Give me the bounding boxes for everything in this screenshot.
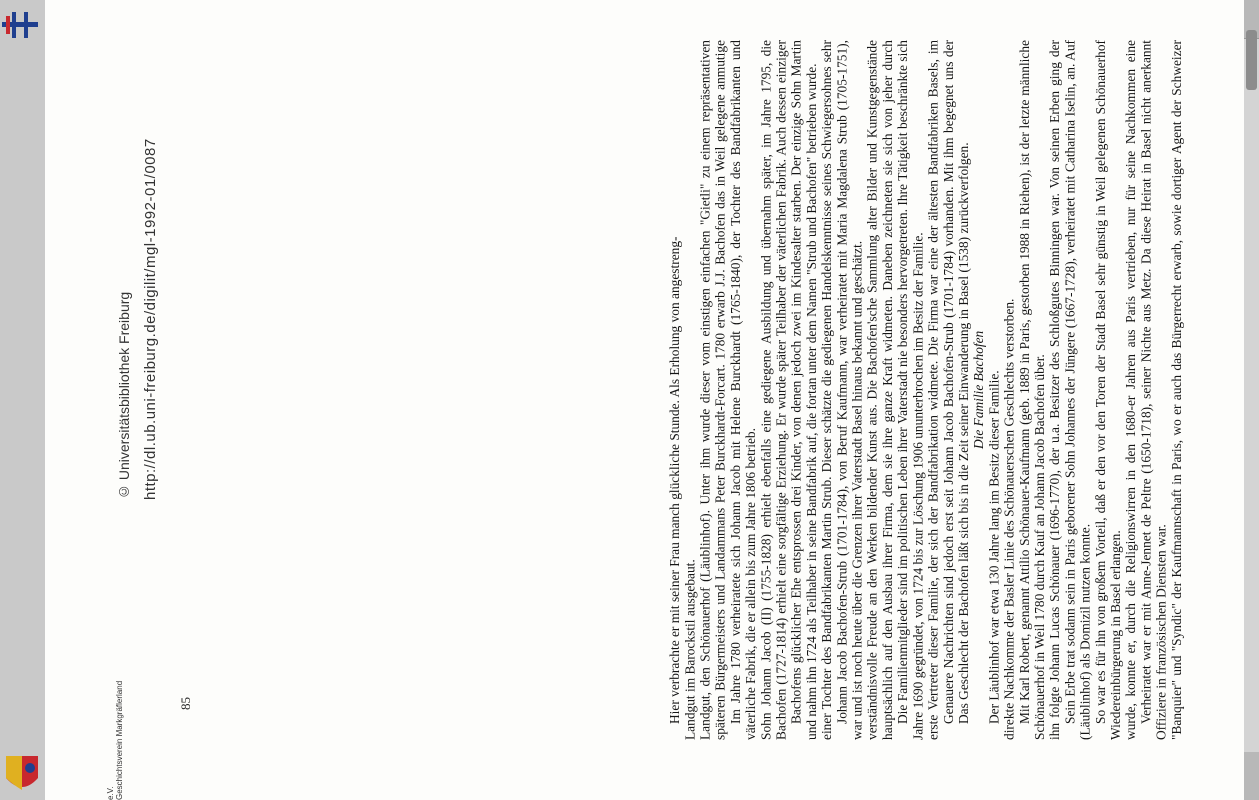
paragraph: So war es für ihn von großem Vorteil, daß er den vor den Toren der Stadt Basel sehr günstig in Weil gelegenen Schönauerhof (Läublinhof) als Domizil nutzen konnte. xyxy=(1077,40,1108,740)
paragraph: Das Geschlecht der Bachofen läßt sich bis in die Zeit seiner Einwanderung in Basel (1538) zurückverfolgen. xyxy=(955,142,971,724)
paragraph: Verheiratet war er mit Anne-Jennet de Peltre (1650-1718), seiner Nichte aus Metz. Da diese Heirat in Basel nicht anerkannt wurde, konnte er, durch die Religionswirren in den 1680-er Jahren aus Paris vertrieben, nur für seine Nachkommen eine Wiedereinbürgerung in Basel erlangen. xyxy=(1107,40,1154,740)
paragraph: Johann Jacob Bachofen-Strub (1701-1784), von Beruf Kaufmann, war verheiratet mit Maria Magdalena Strub (1705-1751), einer Tochter des Bandfabrikanten Martin Strub. Dieser schätzte die gediegenen Handelskenntnisse seines Schwiegersohnes sehr und nahm ihn 1724 als Teilhaber in seine Bandfabrik auf, die fortan unter dem Namen "Strub und Bachofen" betrieben wurde. xyxy=(803,40,850,740)
paragraph: Im Jahre 1780 verheiratete sich Johann Jacob mit Helene Burckhardt (1765-1840), der Tochter des Bandfabrikanten und späteren Bürgermeisters und Landammans Peter Burckhardt-Forcart. 1780 erwarb J.J. Bachofen das in Weil gelegene anmutige Landgut, den Schönauerhof (Läublinhof). Unter ihm wurde dieser vom einstigen einfachen "Gietli" zu einem repräsentativen Landgut im Barockstil ausgebaut. xyxy=(682,40,743,740)
copyright-notice: © Universitätsbibliothek Freiburg xyxy=(116,291,132,500)
paragraph: Mit Karl Robert, genannt Attilio Schönauer-Kaufmann (geb. 1889 in Paris, gestorben 1988 in Riehen), ist der letzte männliche direkte Nachkomme der Basler Linie des Schönauerschen Geschlechts verstorben. xyxy=(1001,40,1032,740)
paragraph: Hier verbrachte er mit seiner Frau manch glückliche Stunde. Als Erholung von angestreng- xyxy=(667,236,683,724)
library-logo-icon xyxy=(2,8,38,44)
paragraph: Genauere Nachrichten sind jedoch erst seit Johann Jacob Bachofen-Strub (1701-1784) vorhanden. Mit ihm begegnet uns der erste Vertreter dieser Familie, der sich der Bandfabrikation widmete. Die Firma war eine der ältesten Bandfabriken Basels, im Jahre 1690 gegründet, von 1724 bis zur Löschung 1906 ununterbrochen im Besitz der Familie. xyxy=(910,40,956,740)
scroll-down-button[interactable] xyxy=(1244,752,1259,800)
page-text xyxy=(224,40,1184,740)
page-number: 85 xyxy=(178,697,193,710)
paragraph: Sein Erbe trat sodann sein in Paris geborener Sohn Johannes der Jüngere (1667-1728), verheiratet mit Catharina Iselin, an. Auf ihn folgte Johann Lucas Schönauer (1696-1770), der u.a. Besitzer des Schloßgutes Binningen war. Von seinen Erben ging der Schönauerhof in Weil 1780 durch Kauf an Johann Jacob Bachofen über. xyxy=(1031,40,1078,740)
left-viewer-strip xyxy=(0,0,45,800)
section-title: Die Familie Bachofen xyxy=(971,330,987,450)
society-name: Geschichtsverein Markgräflerland e.V. xyxy=(106,680,124,800)
scanned-page xyxy=(45,0,1244,800)
paragraph: Bachofens glücklicher Ehe entsprossen drei Kinder, von denen jedoch zwei im Kindesalter starben. Der einzige Sohn Martin Bachofen (1727-1814) erhielt eine sorgfältige Erziehung. Er wurde später Teilhaber der väterlichen Fabrik. Auch dessen einziger Sohn Johann Jacob (II) (1755-1828) erhielt ebenfalls eine gediegene Ausbildung und übernahm später, im Jahre 1795, die väterliche Fabrik, die er allein bis zum Jahre 1806 betrieb. xyxy=(743,40,804,740)
society-crest-icon xyxy=(2,754,42,796)
vertical-scrollbar[interactable] xyxy=(1244,0,1259,800)
document-url: http://dl.ub.uni-freiburg.de/digilit/mgl-1992-01/0087 xyxy=(142,138,159,500)
paragraph: "Banquier" und "Syndic" der Kaufmannschaft in Paris, wo er auch das Bürgerrecht erwarb, sowie dortiger Agent der Schweizer Offiziere in französischen Diensten war. xyxy=(1153,40,1184,740)
paragraph: Der Läublinhof war etwa 130 Jahre lang im Besitz dieser Familie. xyxy=(986,370,1002,724)
scroll-thumb[interactable] xyxy=(1246,30,1257,90)
paragraph: Die Familienmitglieder sind im politischen Leben ihrer Vaterstadt nie besonders hervorgetreten. Ihre Tätigkeit beschränkte sich hauptsächlich auf den Ausbau ihrer Firma, dem sie ihre ganze Kraft widmeten. Daneben zeichneten sie sich von jeher durch verständnisvolle Freude an den Werken bildender Kunst aus. Die Bachofen'sche Sammlung alter Bilder und Kunstgegenstände war und ist noch heute über die Grenzen ihrer Vaterstadt Basel hinaus bekannt und geschätzt. xyxy=(849,40,911,740)
